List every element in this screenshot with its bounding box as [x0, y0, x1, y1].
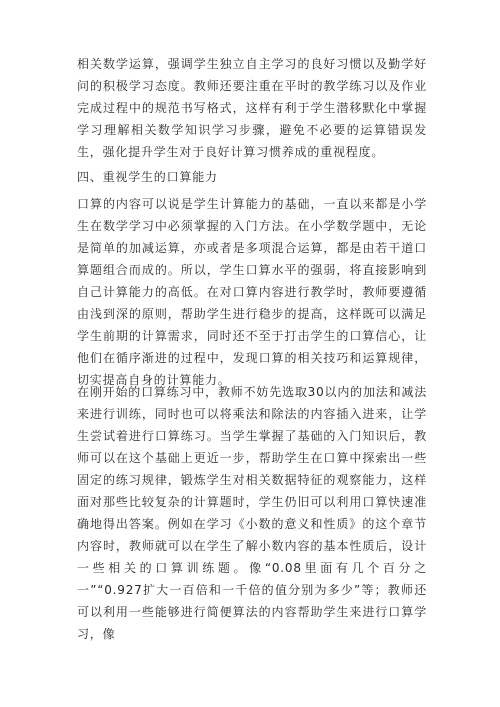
section-heading: 四、重视学生的口算能力 [77, 170, 218, 184]
body-paragraph: 相关数学运算，强调学生独立自主学习的良好习惯以及勤学好问的积极学习态度。教师还要注重在平时的教学练习以及作业完成过程中的规范书写格式，这样有利于学生潜移默化中掌握学习理解相关数学知识学习步骤，避免不必要的运算错误发生，强化提升学生对于良好计算习惯养成的重视程度。 [77, 57, 427, 159]
body-paragraph: 在刚开始的口算练习中，教师不妨先选取30以内的加法和减法来进行训练，同时也可以将乘法和除法的内容插入进来，让学生尝试着进行口算练习。当学生掌握了基础的入门知识后，教师可以在这个基础上更近一步，帮助学生在口算中探索出一些固定的练习规律，锻炼学生对相关数据特征的观察能力，这样面对那些比较复杂的计算题时，学生仍旧可以利用口算快速准确地得出答案。例如在学习《小数的意义和性质》的这个章节内容时，教师就可以在学生了解小数内容的基本性质后，设计一些相关的口算训练题。像“0.08里面有几个百分之一”“0.927扩大一百倍和一千倍的值分别为多少”等；教师还可以利用一些能够进行简便算法的内容帮助学生来进行口算学习，像 [77, 385, 427, 641]
body-paragraph: 口算的内容可以说是学生计算能力的基础，一直以来都是小学生在数学学习中必须掌握的入门方法。在小学数学题中，无论是简单的加减运算，亦或者是多项混合运算，都是由若干道口算题组合而成的。所以，学生口算水平的强弱，将直接影响到自己计算能力的高低。在对口算内容进行教学时，教师要遵循由浅到深的原则，帮助学生进行稳步的提高，这样既可以满足学生前期的计算需求，同时还不至于打击学生的口算信心，让他们在循序渐进的过程中，发现口算的相关技巧和运算规律，切实提高自身的计算能力。 [77, 197, 427, 387]
